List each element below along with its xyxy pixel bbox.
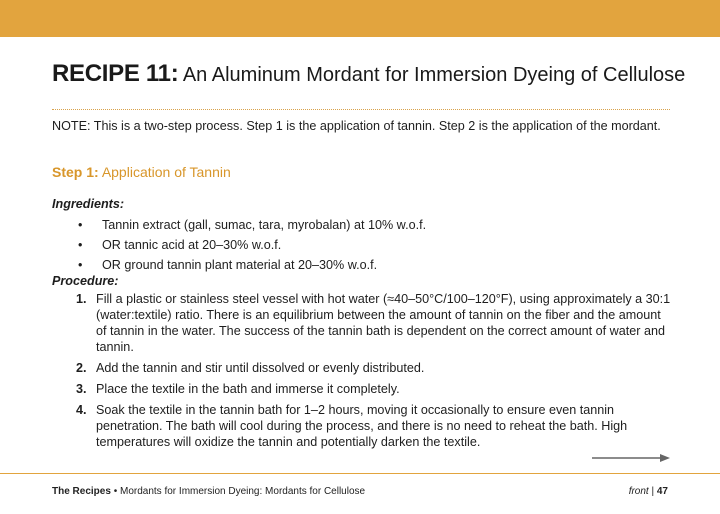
recipe-label: RECIPE 11:	[52, 60, 179, 87]
step-number: 2.	[76, 361, 87, 375]
ingredients-list	[78, 217, 668, 277]
footer-divider: |	[651, 486, 655, 497]
step-text: Place the textile in the bath and immerse it completely.	[96, 382, 400, 396]
footer-separator: •	[113, 486, 118, 497]
step-number: 4.	[76, 403, 87, 417]
page-number: 47	[656, 486, 668, 497]
ingredients-heading: Ingredients:	[52, 197, 125, 211]
list-item	[78, 257, 668, 273]
footer-face: front	[628, 486, 649, 497]
note-text: NOTE: This is a two-step process. Step 1 is the application of tannin. Step 2 is the application of the mordant.	[52, 119, 661, 133]
step-title: Application of Tannin	[101, 164, 231, 180]
arrow-right-icon[interactable]	[592, 452, 672, 464]
procedure-list	[76, 291, 674, 455]
footer-rule	[0, 473, 720, 474]
bullet-icon: •	[78, 218, 83, 232]
procedure-heading: Procedure:	[52, 274, 119, 288]
step-text: Add the tannin and stir until dissolved or evenly distributed.	[96, 361, 425, 375]
step-label: Step 1:	[52, 164, 99, 180]
step-number: 1.	[76, 292, 87, 306]
list-item	[78, 237, 668, 253]
list-item	[76, 381, 674, 397]
page-title	[52, 60, 685, 88]
list-item	[76, 291, 674, 355]
list-item	[78, 217, 668, 233]
footer-section: The Recipes	[52, 486, 111, 497]
step-text: Soak the textile in the tannin bath for 1–2 hours, moving it occasionally to ensure even tannin penetration. The bath will cool during the process, and there is no need to reheat the bath. High temperatures will oxidize the tannin and potentially darken the textile.	[96, 403, 628, 449]
ingredient-text: OR ground tannin plant material at 20–30% w.o.f.	[102, 258, 378, 272]
ingredient-text: OR tannic acid at 20–30% w.o.f.	[102, 238, 282, 252]
ingredient-text: Tannin extract (gall, sumac, tara, myrobalan) at 10% w.o.f.	[102, 218, 427, 232]
step-number: 3.	[76, 382, 87, 396]
list-item	[76, 402, 674, 450]
footer-subsection: Mordants for Immersion Dyeing: Mordants for Cellulose	[120, 486, 366, 497]
footer-breadcrumb	[52, 486, 365, 497]
recipe-title: An Aluminum Mordant for Immersion Dyeing of Cellulose	[182, 64, 686, 86]
step-heading	[52, 164, 231, 180]
list-item	[76, 360, 674, 376]
bullet-icon: •	[78, 258, 83, 272]
step-text: Fill a plastic or stainless steel vessel with hot water (≈40–50°C/100–120°F), using approximately a 30:1 (water:textile) ratio. There is an equilibrium between the amount of tannin on the fiber and the amount of tannin in the water. The success of the tannin bath is dependent on the correct amount of water and tannin.	[96, 292, 671, 354]
footer-page-info	[629, 486, 668, 497]
dotted-divider	[52, 109, 670, 110]
top-color-band	[0, 0, 720, 37]
bullet-icon: •	[78, 238, 83, 252]
